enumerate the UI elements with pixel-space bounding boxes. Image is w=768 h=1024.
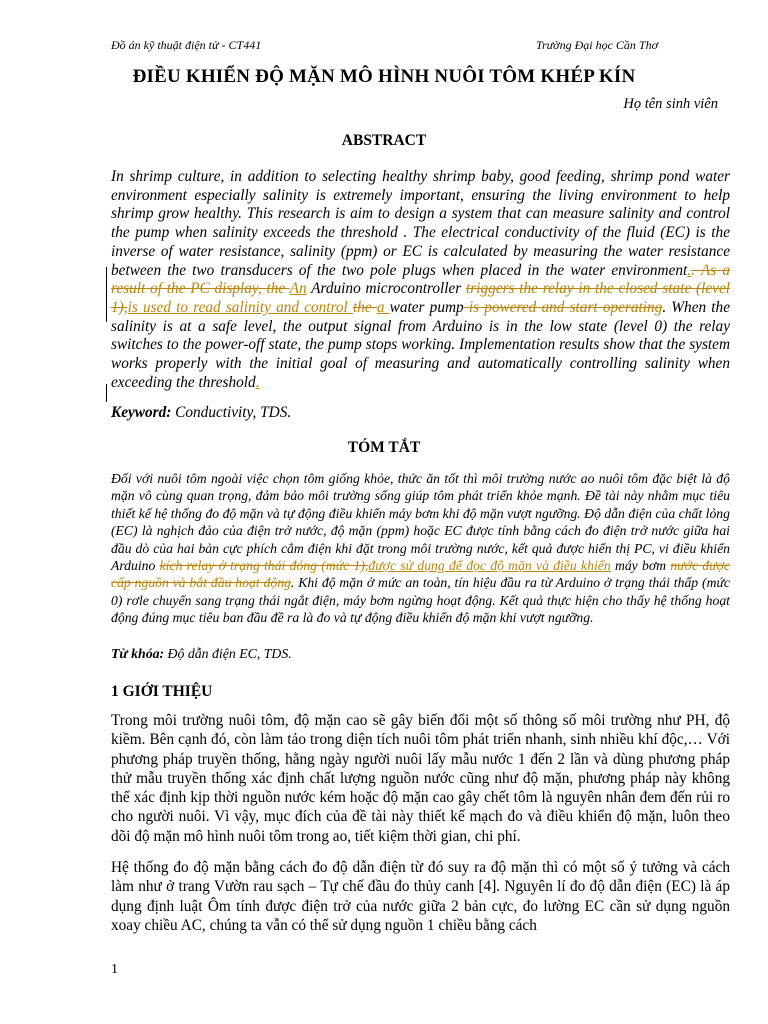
abstract-text: . When the salinity is at a safe level, the output signal from Arduino is in the low state (level 0) the relay switches to the power-off state, the pump stops working. Implementation results show that the system works properly with the initial goal of measuring and automatically controlling salinity when exceeding the threshold	[111, 298, 730, 391]
tomtat-text: máy bơm	[610, 558, 671, 574]
revision-bar	[106, 384, 107, 402]
deletion: kích relay ở trạng thái đóng (mức 1),	[159, 558, 369, 574]
keyword-label: Keyword:	[111, 404, 172, 421]
keyword-text: Conductivity, TDS.	[171, 404, 292, 421]
deletion: nước được cấp nguồn và bắt đầu hoạt động	[111, 558, 730, 591]
tomtat-text: Đối với nuôi tôm ngoài việc chọn tôm giống khỏe, thức ăn tốt thì môi trường nước ao nuôi tôm đặc biệt là độ mặn vô cùng quan trọng, đảm bảo môi trường sống giúp tôm phát triển khỏe mạnh. Đề tài này nhằm mục tiêu thiết kế hệ thống đo độ mặn và tự động điều khiển máy bơm khi độ mặn vượt ngưỡng. Độ dẫn điện của chất lỏng (EC) là nghịch đảo của điện trở nước, độ mặn (ppm) hoặc EC được tính bằng cách đo điện trở nước giữa hai đầu dò của hai bản cực phích cắm điện khi đặt trong môi trường nước, kết quả được hiển thị PC, vi điều khiển Arduino	[111, 471, 730, 574]
deletion: is powered and start operating	[463, 298, 663, 316]
insertion: .	[687, 261, 692, 279]
tomtat-keywords	[111, 646, 292, 662]
section-heading: 1 GIỚI THIỆU	[111, 683, 213, 700]
insertion: a	[376, 298, 390, 316]
body-paragraph: Hệ thống đo độ mặn bằng cách đo độ dẫn điện từ đó suy ra độ mặn thì có một số ý tưởng và cách làm như ở trang Vườn rau sạch – Tự chế đầu đo thủy canh [4]. Nguyên lí đo độ dẫn điện (EC) là áp dụng định luật Ôm tính được điện trở của nước giữa 2 bản cực, đo lường EC cần sử dụng nguồn xoay chiều AC, chúng ta vẫn có thể sử dụng nguồn 1 chiều bằng cách	[111, 859, 730, 934]
deletion: triggers the relay in the closed state (level 1),	[111, 280, 730, 316]
tomtat-heading: TÓM TẮT	[347, 439, 421, 456]
deletion: the	[352, 298, 377, 316]
abstract-text: water pump	[389, 298, 464, 316]
page-number: 1	[111, 962, 118, 977]
keyword-text: Độ dẫn điện EC, TDS.	[164, 646, 292, 661]
abstract-heading: ABSTRACT	[341, 132, 427, 149]
abstract-paragraph	[111, 168, 730, 392]
insertion: An	[289, 280, 307, 298]
insertion: .	[255, 373, 260, 391]
revision-bar	[106, 267, 107, 322]
keyword-label: Từ khóa:	[111, 646, 165, 661]
header-right: Trường Đại học Cần Thơ	[535, 38, 658, 52]
insertion: is used to read salinity and control	[127, 298, 353, 316]
tomtat-paragraph	[111, 470, 730, 627]
deletion: . As a result of the PC display, the	[111, 261, 730, 298]
tomtat-text: . Khi độ mặn ở mức an toàn, tín hiệu đầu ra từ Arduino ở trạng thái thấp (mức 0) rơle chuyển sang trạng thái ngắt điện, máy bơm ngừng hoạt động. Kết quả thực hiện cho thấy hệ thống hoạt động đúng mục tiêu ban đầu đề ra là đo và tự động điều khiển độ mặn khi vượt ngưỡng.	[111, 575, 730, 626]
author-line: Họ tên sinh viên	[623, 96, 718, 112]
abstract-text: Arduino microcontroller	[306, 280, 467, 298]
body-paragraph: Trong môi trường nuôi tôm, độ mặn cao sẽ gây biến đổi một số thông số môi trường như PH, độ kiềm. Bên cạnh đó, còn làm tảo trong diện tích nuôi tôm phát triển nhanh, sinh nhiều khí độc,… Với phương pháp truyền thống, hằng ngày người nuôi lấy mẫu nước 1 đến 2 lần và dùng phương pháp thử mẫu truyền thống xác định chất lượng nguồn nước cũng như độ mặn, phương pháp này không thể xác định kịp thời nguồn nước kém hoặc độ mặn cao gây chết tôm là nguyên nhân đem đến rủi ro cho người nuôi. Vì vậy, mục đích của đề tài này thiết kế mạch đo và điều khiển độ mặn, luôn theo dõi độ mặn mô hình nuôi tôm trong ao, tiết kiệm thời gian, chi phí.	[111, 712, 730, 845]
insertion: được sử dụng để đọc độ mặn và điều khiển	[368, 558, 611, 574]
header-left: Đồ án kỹ thuật điện tử - CT441	[111, 38, 262, 52]
document-title: ĐIỀU KHIỂN ĐỘ MẶN MÔ HÌNH NUÔI TÔM KHÉP KÍN	[132, 66, 636, 87]
abstract-keywords	[111, 404, 291, 422]
abstract-text: In shrimp culture, in addition to selecting healthy shrimp baby, good feeding, shrimp pond water environment especially salinity is extremely important, ensuring the living environment to help shrimp grow healthy. This research is aim to design a system that can measure salinity and control the pump when salinity exceeds the threshold . The electrical conductivity of the fluid (EC) is the inverse of water resistance, salinity (ppm) or EC is calculated by measuring the water resistance between the two transducers of the two pole plugs when placed in the water environment	[111, 168, 730, 279]
